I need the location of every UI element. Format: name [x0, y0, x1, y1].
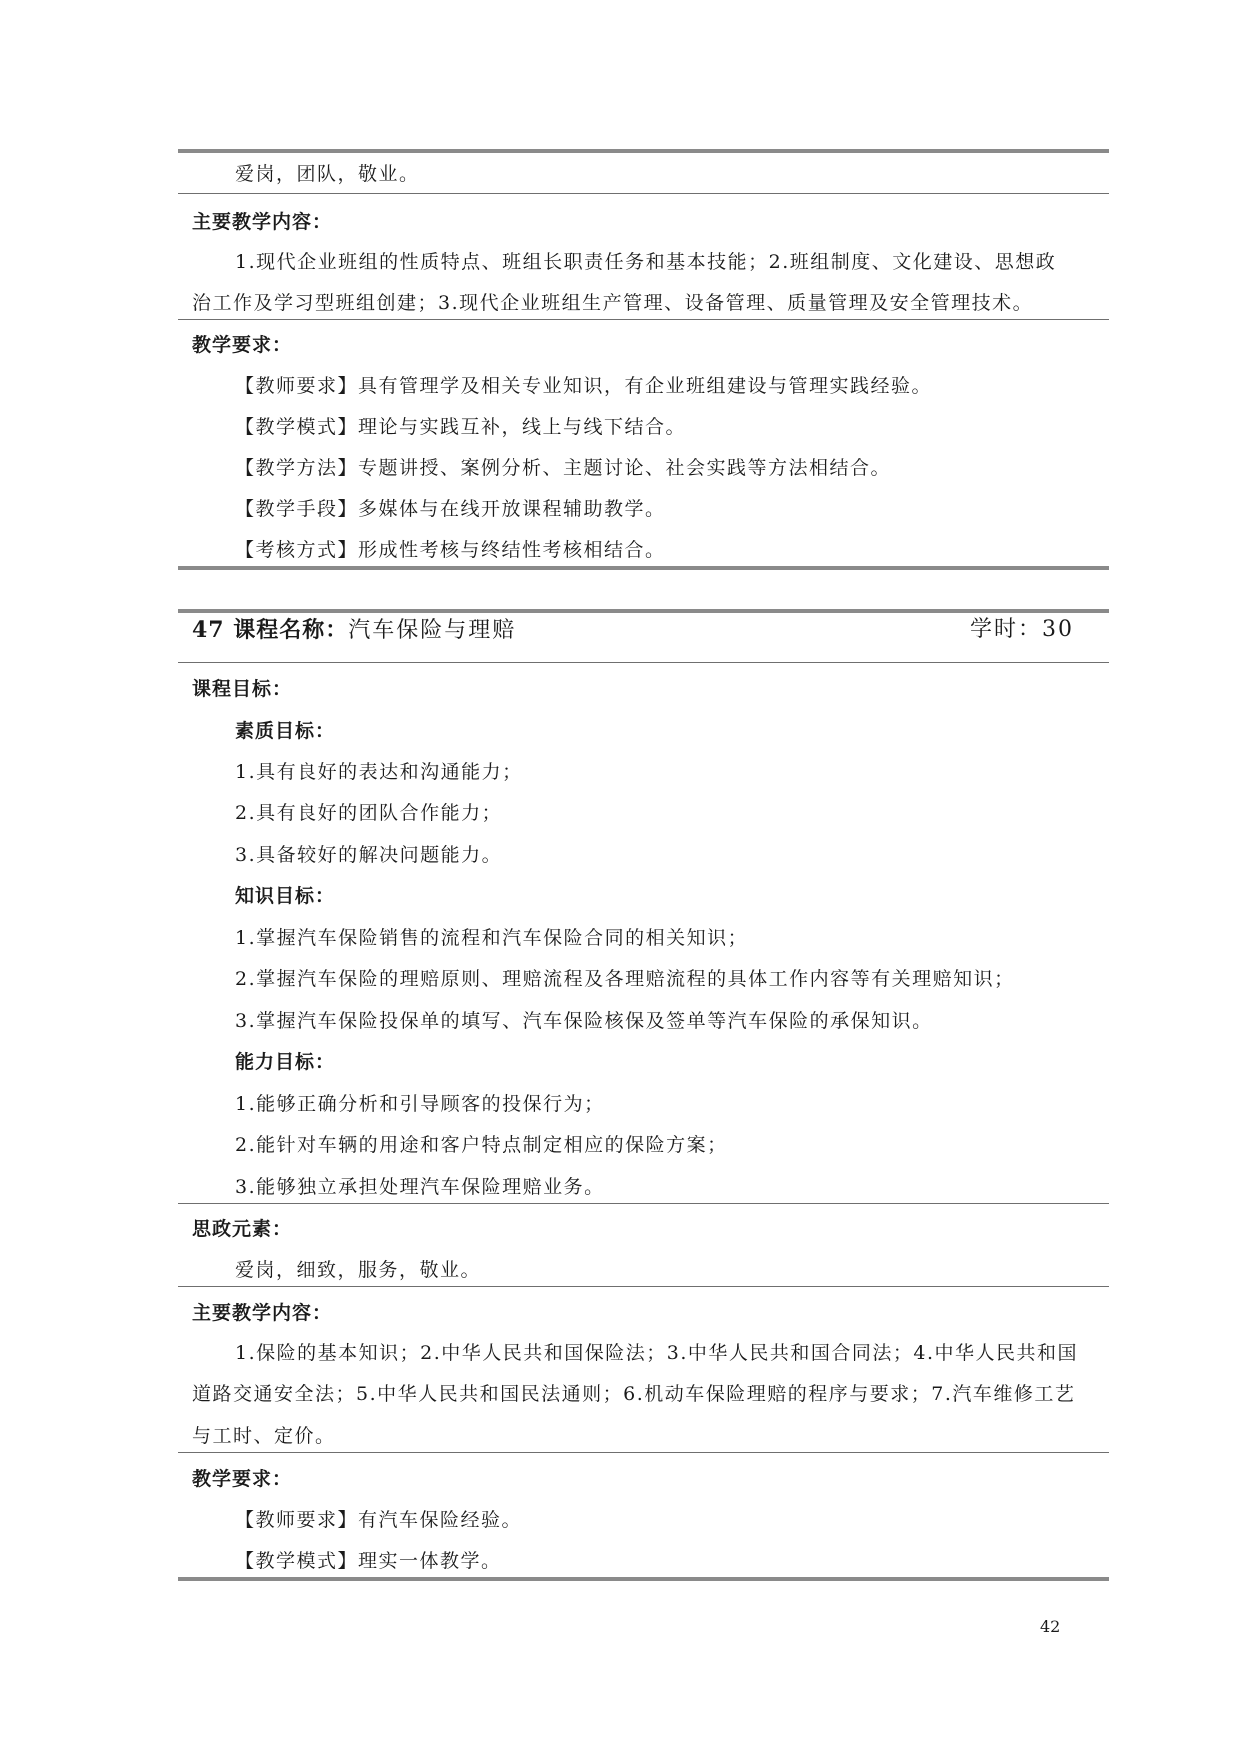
course-hours — [970, 616, 1074, 644]
section-rule — [178, 1452, 1109, 1453]
content-heading: 主要教学内容： — [192, 211, 333, 233]
requirement-item: 【教学模式】理论与实践互补，线上与线下结合。 — [235, 416, 687, 438]
content-paragraph-line: 1.保险的基本知识；2.中华人民共和国保险法；3.中华人民共和国合同法；4.中华人民共和国 — [235, 1342, 1079, 1364]
section-rule — [178, 609, 1109, 613]
hours-value: 30 — [1042, 617, 1075, 642]
content-paragraph-line: 治工作及学习型班组创建；3.现代企业班组生产管理、设备管理、质量管理及安全管理技术。 — [192, 292, 1034, 314]
course-title — [192, 616, 516, 645]
section-rule — [178, 1577, 1109, 1581]
section-rule — [178, 149, 1109, 153]
section-rule — [178, 566, 1109, 570]
quality-goal-item: 1.具有良好的表达和沟通能力； — [235, 761, 523, 783]
quality-goal-item: 3.具备较好的解决问题能力。 — [235, 844, 503, 866]
requirement-item: 【教学模式】理实一体教学。 — [235, 1550, 502, 1572]
requirement-item: 【教师要求】具有管理学及相关专业知识，有企业班组建设与管理实践经验。 — [235, 375, 933, 397]
ability-goal-item: 2.能针对车辆的用途和客户特点制定相应的保险方案； — [235, 1134, 728, 1156]
ideology-text: 爱岗，团队，敬业。 — [235, 163, 420, 185]
requirement-item: 【教学手段】多媒体与在线开放课程辅助教学。 — [235, 498, 666, 520]
requirements-heading: 教学要求： — [192, 334, 293, 356]
content-paragraph-line: 1.现代企业班组的性质特点、班组长职责任务和基本技能；2.班组制度、文化建设、思想政 — [235, 251, 1057, 273]
knowledge-goals-heading: 知识目标： — [235, 885, 336, 907]
ideology-text: 爱岗，细致，服务，敬业。 — [235, 1259, 482, 1281]
hours-label: 学时： — [970, 617, 1043, 642]
content-heading: 主要教学内容： — [192, 1302, 333, 1324]
requirement-item: 【教学方法】专题讲授、案例分析、主题讨论、社会实践等方法相结合。 — [235, 457, 892, 479]
knowledge-goal-item: 1.掌握汽车保险销售的流程和汽车保险合同的相关知识； — [235, 927, 749, 949]
content-paragraph-line: 与工时、定价。 — [192, 1425, 336, 1447]
ideology-heading: 思政元素： — [192, 1218, 293, 1240]
quality-goals-heading: 素质目标： — [235, 720, 336, 742]
knowledge-goal-item: 2.掌握汽车保险的理赔原则、理赔流程及各理赔流程的具体工作内容等有关理赔知识； — [235, 968, 1015, 990]
content-paragraph-line: 道路交通安全法；5.中华人民共和国民法通则；6.机动车保险理赔的程序与要求；7.汽车维修工艺 — [192, 1383, 1076, 1405]
course-name: 汽车保险与理赔 — [348, 618, 517, 643]
course-number-label: 47 课程名称： — [192, 617, 349, 643]
requirement-item: 【教师要求】有汽车保险经验。 — [235, 1509, 523, 1531]
section-rule — [178, 1203, 1109, 1204]
ability-goal-item: 1.能够正确分析和引导顾客的投保行为； — [235, 1093, 605, 1115]
requirement-item: 【考核方式】形成性考核与终结性考核相结合。 — [235, 539, 666, 561]
quality-goal-item: 2.具有良好的团队合作能力； — [235, 802, 503, 824]
section-rule — [178, 1286, 1109, 1287]
ability-goals-heading: 能力目标： — [235, 1051, 336, 1073]
section-rule — [178, 193, 1109, 194]
section-rule — [178, 319, 1109, 320]
section-rule — [178, 662, 1109, 663]
requirements-heading: 教学要求： — [192, 1468, 293, 1490]
ability-goal-item: 3.能够独立承担处理汽车保险理赔业务。 — [235, 1176, 605, 1198]
page-number: 42 — [1040, 1617, 1061, 1636]
goals-heading: 课程目标： — [192, 678, 293, 700]
knowledge-goal-item: 3.掌握汽车保险投保单的填写、汽车保险核保及签单等汽车保险的承保知识。 — [235, 1010, 933, 1032]
